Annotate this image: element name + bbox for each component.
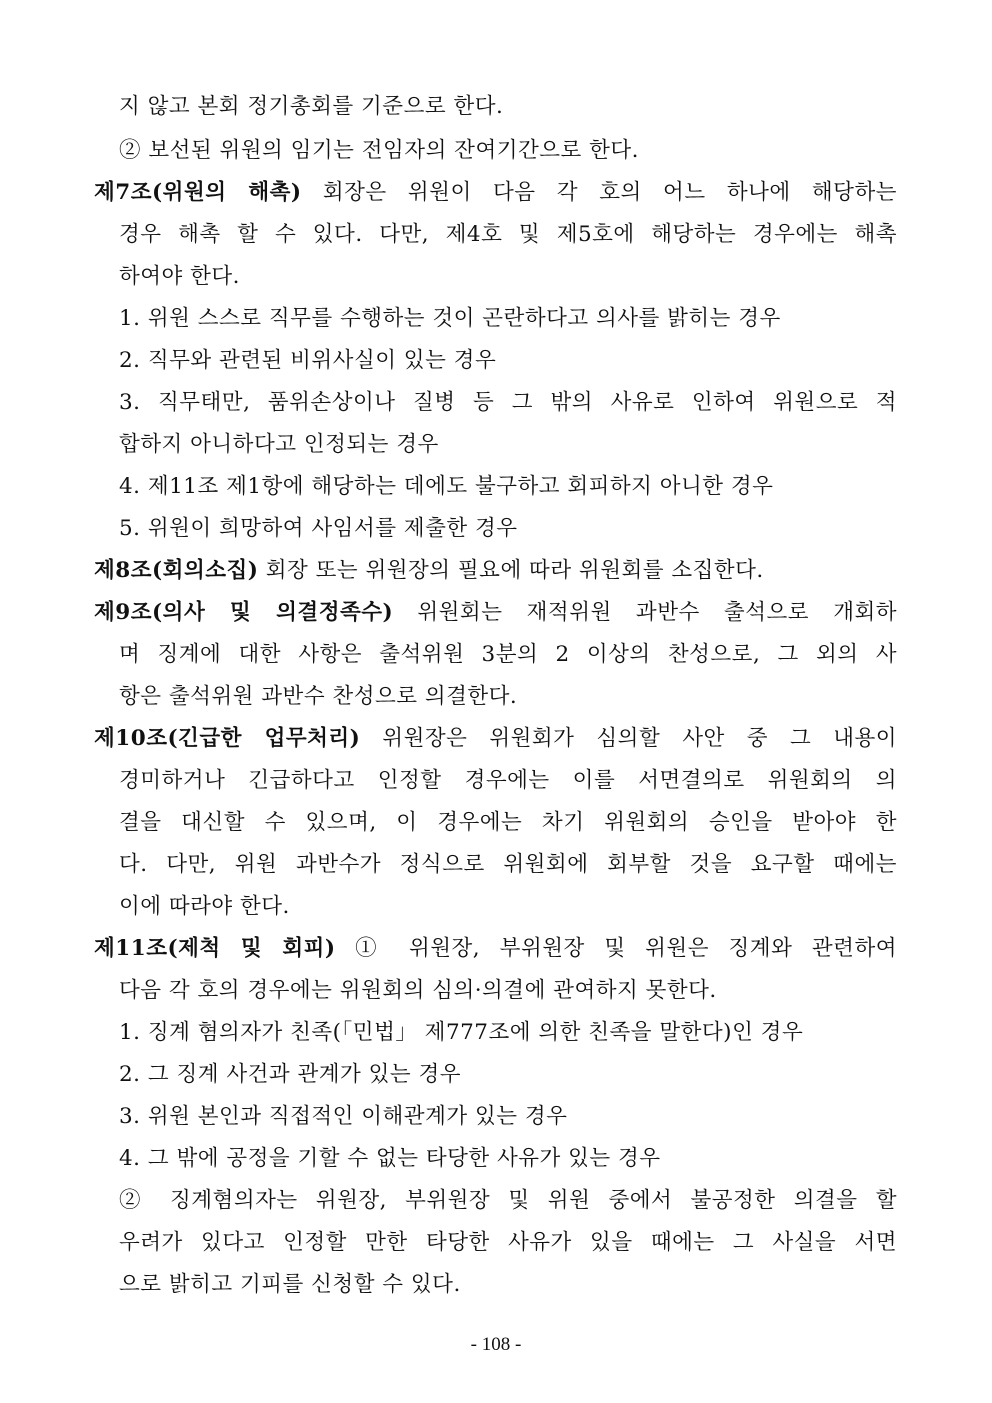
- text-line: ② 징계혐의자는 위원장, 부위원장 및 위원 중에서 불공정한 의결을 할: [119, 1188, 897, 1213]
- article-title: 제8조(회의소집): [94, 558, 259, 583]
- article-7-heading-line: 제7조(위원의 해촉) 회장은 위원이 다음 각 호의 어느 하나에 해당하는: [94, 180, 897, 205]
- list-item: 2. 그 징계 사건과 관계가 있는 경우: [119, 1062, 462, 1087]
- text-line: 며 징계에 대한 사항은 출석위원 3분의 2 이상의 찬성으로, 그 외의 사: [119, 642, 897, 667]
- text-line: 경우 해촉 할 수 있다. 다만, 제4호 및 제5호에 해당하는 경우에는 해촉: [119, 222, 897, 247]
- list-item: 1. 위원 스스로 직무를 수행하는 것이 곤란하다고 의사를 밝히는 경우: [119, 306, 781, 331]
- article-title: 제7조(위원의 해촉): [94, 180, 302, 205]
- text-line: 다. 다만, 위원 과반수가 정식으로 위원회에 회부할 것을 요구할 때에는: [119, 852, 897, 877]
- article-title: 제11조(제척 및 회피): [94, 936, 336, 961]
- text-line: 우려가 있다고 인정할 만한 타당한 사유가 있을 때에는 그 사실을 서면: [119, 1230, 897, 1255]
- list-item: 3. 직무태만, 품위손상이나 질병 등 그 밖의 사유로 인하여 위원으로 적: [119, 390, 897, 415]
- text-line: 하여야 한다.: [119, 264, 241, 289]
- list-item: 1. 징계 혐의자가 친족(「민법」 제777조에 의한 친족을 말한다)인 경우: [119, 1020, 804, 1045]
- article-9-heading-line: 제9조(의사 및 의결정족수) 위원회는 재적위원 과반수 출석으로 개회하: [94, 600, 897, 625]
- text-line: 으로 밝히고 기피를 신청할 수 있다.: [119, 1272, 461, 1297]
- text-line: 합하지 아니하다고 인정되는 경우: [119, 432, 439, 457]
- list-item: 4. 그 밖에 공정을 기할 수 없는 타당한 사유가 있는 경우: [119, 1146, 661, 1171]
- text-line: 이에 따라야 한다.: [119, 894, 290, 919]
- text-line: 다음 각 호의 경우에는 위원회의 심의·의결에 관여하지 못한다.: [119, 978, 717, 1003]
- text-line: 결을 대신할 수 있으며, 이 경우에는 차기 위원회의 승인을 받아야 한: [119, 810, 897, 835]
- article-title: 제9조(의사 및 의결정족수): [94, 600, 394, 625]
- page-number: - 108 -: [470, 1334, 522, 1355]
- text-line: 경미하거나 긴급하다고 인정할 경우에는 이를 서면결의로 위원회의 의: [119, 768, 897, 793]
- text-line: 항은 출석위원 과반수 찬성으로 의결한다.: [119, 684, 518, 709]
- list-item: 3. 위원 본인과 직접적인 이해관계가 있는 경우: [119, 1104, 568, 1129]
- article-8-heading-line: 제8조(회의소집) 회장 또는 위원장의 필요에 따라 위원회를 소집한다.: [94, 558, 764, 583]
- article-10-heading-line: 제10조(긴급한 업무처리) 위원장은 위원회가 심의할 사안 중 그 내용이: [94, 726, 898, 751]
- text-line: 지 않고 본회 정기총회를 기준으로 한다.: [119, 94, 504, 119]
- article-11-heading-line: 제11조(제척 및 회피) ① 위원장, 부위원장 및 위원은 징계와 관련하여: [94, 936, 897, 961]
- article-title: 제10조(긴급한 업무처리): [94, 726, 361, 751]
- list-item: 5. 위원이 희망하여 사임서를 제출한 경우: [119, 516, 518, 541]
- list-item: 4. 제11조 제1항에 해당하는 데에도 불구하고 회피하지 아니한 경우: [119, 474, 774, 499]
- list-item: 2. 직무와 관련된 비위사실이 있는 경우: [119, 348, 497, 373]
- text-line: ② 보선된 위원의 임기는 전임자의 잔여기간으로 한다.: [119, 138, 639, 163]
